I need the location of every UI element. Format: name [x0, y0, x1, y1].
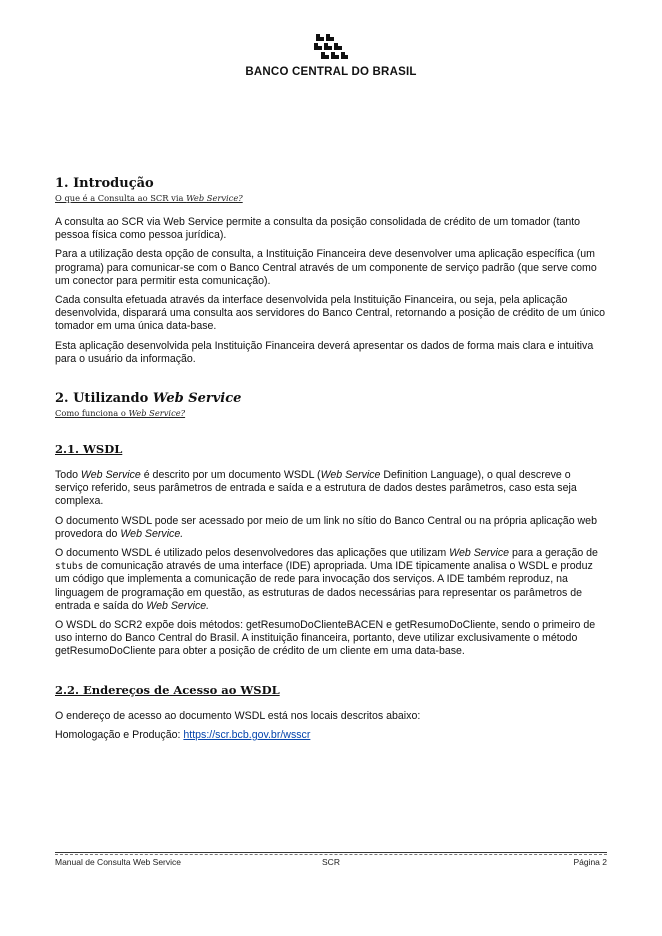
wsdl-paragraph-2	[55, 515, 607, 541]
intro-paragraph-2: Para a utilização desta opção de consulta, a Instituição Financeira deve desenvolver uma aplicação específica (um programa) para comunicar-se com o Banco Central através de um componente de serviço padrão (que serve como um conector para permitir esta comunicação).	[55, 248, 597, 287]
footer-manual-name: Manual de Consulta Web Service	[55, 857, 181, 867]
wsdl-paragraph-3	[55, 547, 607, 613]
address-paragraph: O endereço de acesso ao documento WSDL está nos locais descritos abaixo:	[55, 709, 421, 722]
intro-paragraph-4: Esta aplicação desenvolvida pela Instituição Financeira deverá apresentar os dados de forma mais clara e intuitiva para o usuário da informação.	[55, 339, 594, 365]
footer-system-name: SCR	[322, 857, 340, 867]
bcb-logo	[0, 33, 662, 63]
wsdl-p2-a: O documento WSDL pode ser acessado por meio de um link no sítio do Banco Central ou na própria aplicação web provedora do	[55, 514, 597, 540]
wsdl-paragraph-4: O WSDL do SCR2 expõe dois métodos: getResumoDoClienteBACEN e getResumoDoCliente, sendo o primeiro de uso interno do Banco Central do Brasil. A instituição financeira, portanto, deve utilizar exclusivamente o método getResumoDoCliente para obter a posição de crédito de um cliente em uma data-base.	[55, 619, 596, 658]
page-footer	[55, 857, 607, 869]
section-1-subtitle-text: O que é a Consulta ao SCR via	[55, 193, 187, 203]
section-2-subtitle-em: Web Service?	[128, 408, 186, 419]
bcb-logo-text: BANCO CENTRAL DO BRASIL	[245, 66, 417, 78]
section-2-subtitle	[55, 408, 607, 418]
wsdl-p3-c: para a geração de	[509, 547, 598, 560]
wsdl-p3-e: de comunicação através de uma interface (IDE) apropriada. Uma IDE tipicamente analisa o WSDL e produz um código que implementa a comunicação de rede para invocação dos serviços. A IDE também reproduz, na linguagem de programação em questão, as estruturas de dados necessárias para representar os parâmetros de entrada e saída do	[55, 560, 593, 612]
wsdl-url-link[interactable]: https://scr.bcb.gov.br/wsscr	[183, 728, 311, 741]
section-2-title	[55, 391, 607, 406]
wsdl-p1-d: Web Service	[320, 469, 381, 482]
environment-line	[55, 729, 607, 742]
section-2-title-em: Web Service	[152, 391, 242, 407]
wsdl-p3-a: O documento WSDL é utilizado pelos desenvolvedores das aplicações que utilizam	[55, 547, 450, 560]
section-2-title-text: 2. Utilizando	[55, 391, 153, 407]
footer-divider	[55, 852, 607, 853]
wsdl-paragraph-1	[55, 469, 607, 509]
section-2-1-title: 2.1. WSDL	[55, 442, 123, 457]
wsdl-p1-e: Definition Language), o qual descreve o serviço referido, seus parâmetros de entrada e saída e a estrutura de dados destes parâmetros, caso esta seja complexa.	[55, 469, 577, 508]
wsdl-p1-a: Todo	[55, 469, 81, 482]
intro-paragraph-3: Cada consulta efetuada através da interface desenvolvida pela Instituição Financeira, ou seja, pela aplicação desenvolvida, disparará uma consulta aos servidores do Banco Central, retornando a posição de crédito de um único tomador em uma única data-base.	[55, 294, 606, 333]
main-content	[55, 176, 607, 748]
footer-page-number: Página 2	[573, 857, 607, 867]
section-2-2-title: 2.2. Endereços de Acesso ao WSDL	[55, 682, 280, 697]
section-1-title: 1. Introdução	[55, 176, 154, 191]
wsdl-p3-stubs: stubs	[55, 561, 84, 573]
wsdl-p2-b: Web Service.	[120, 527, 184, 540]
wsdl-p3-f: Web Service.	[146, 599, 210, 612]
section-1-subtitle-em: Web Service?	[186, 193, 243, 203]
environment-label: Homologação e Produção:	[55, 728, 184, 741]
bcb-emblem-icon	[313, 33, 349, 63]
footer-divider-dashed	[55, 854, 607, 855]
intro-paragraph-1: A consulta ao SCR via Web Service permite a consulta da posição consolidada de crédito de um tomador (tanto pessoa física como pessoa jurídica).	[55, 216, 581, 242]
section-1-subtitle	[55, 193, 607, 203]
wsdl-p1-c: é descrito por um documento WSDL (	[140, 469, 321, 482]
wsdl-p1-b: Web Service	[80, 469, 141, 482]
wsdl-p3-b: Web Service	[449, 547, 510, 560]
section-2-subtitle-text: Como funciona o	[55, 408, 129, 419]
